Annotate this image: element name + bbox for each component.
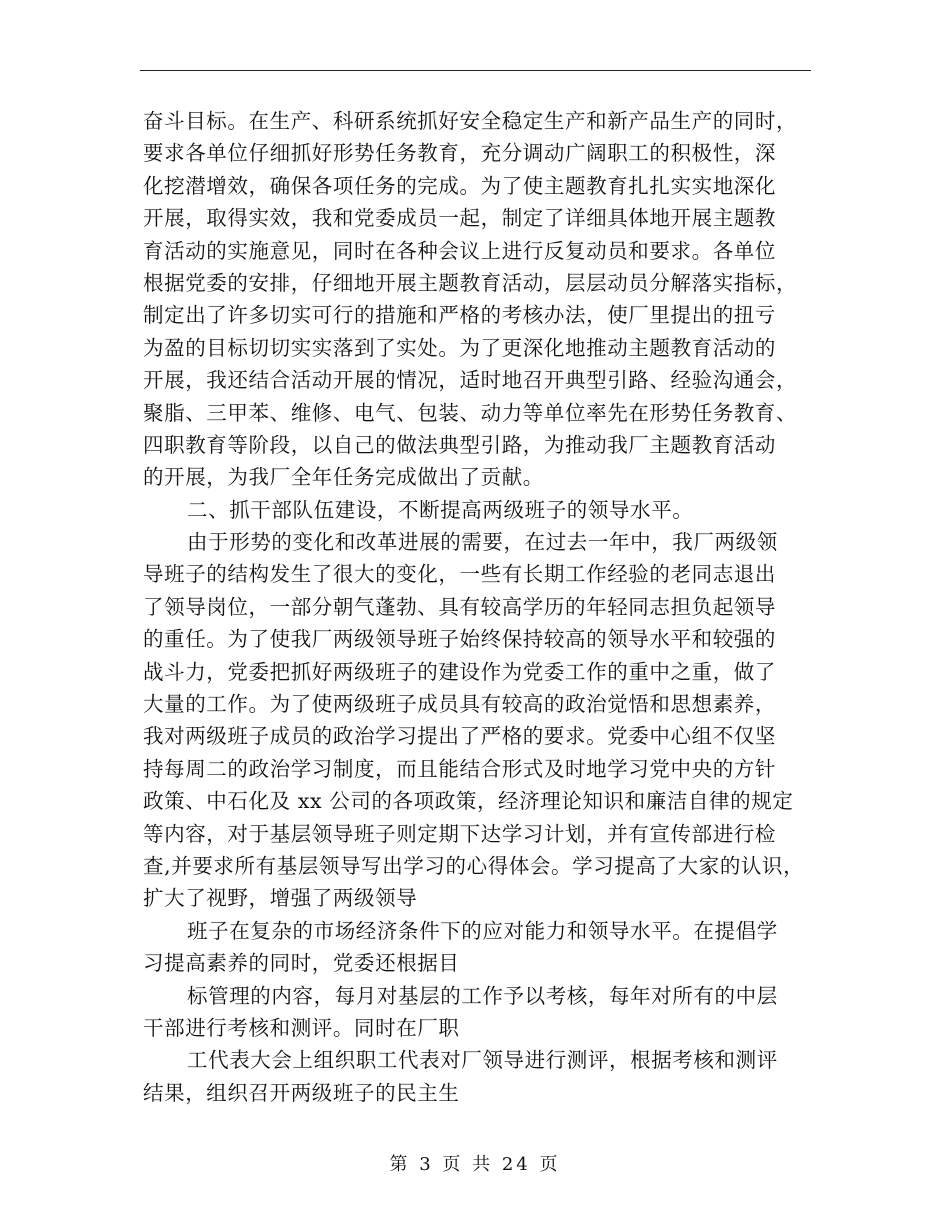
text-line: 结果，组织召开两级班子的民主生	[143, 1080, 460, 1105]
text-line: 由于形势的变化和改革进展的需要，在过去一年中，我厂两级领	[187, 530, 778, 555]
text-line: 化挖潜增效，确保各项任务的完成。为了使主题教育扎扎实实地深化	[143, 173, 776, 198]
page-footer: 第 3 页 共 24 页	[389, 1154, 561, 1175]
text-line: 制定出了许多切实可行的措施和严格的考核办法，使厂里提出的扭亏	[143, 303, 776, 328]
text-line: 干部进行考核和测评。同时在厂职	[143, 1015, 460, 1040]
text-line: 工代表大会上组织职工代表对厂领导进行测评，根据考核和测评	[187, 1048, 778, 1073]
text-line: 四职教育等阶段，以自己的做法典型引路，为推动我厂主题教育活动	[143, 432, 776, 457]
text-line: 奋斗目标。在生产、科研系统抓好安全稳定生产和新产品生产的同时，	[143, 109, 798, 133]
text-line: 持每周二的政治学习制度，而且能结合形式及时地学习党中央的方针	[143, 756, 776, 781]
text-line: 战斗力，党委把抓好两级班子的建设作为党委工作的重中之重，做了	[143, 659, 776, 684]
text-line: 习提高素养的同时，党委还根据目	[143, 951, 460, 976]
text-line: 为盈的目标切切实实落到了实处。为了更深化地推动主题教育活动的	[143, 335, 776, 360]
text-line: 育活动的实施意见，同时在各种会议上进行反复动员和要求。各单位	[143, 238, 776, 263]
text-line: 扩大了视野，增强了两级领导	[143, 886, 418, 911]
text-line: 我对两级班子成员的政治学习提出了严格的要求。党委中心组不仅坚	[143, 724, 776, 749]
text-line: 导班子的结构发生了很大的变化，一些有长期工作经验的老同志退出	[143, 562, 776, 587]
text-line: 二、抓干部队伍建设，不断提高两级班子的领导水平。	[187, 497, 694, 522]
document-body	[143, 105, 815, 1109]
header-rule	[140, 70, 811, 71]
text-line: 标管理的内容，每月对基层的工作予以考核，每年对所有的中层	[187, 983, 778, 1008]
text-line: 等内容，对于基层领导班子则定期下达学习计划，并有宣传部进行检	[143, 821, 776, 846]
text-line: 聚脂、三甲苯、维修、电气、包装、动力等单位率先在形势任务教育、	[143, 400, 798, 425]
text-line: 根据党委的安排，仔细地开展主题教育活动，层层动员分解落实指标，	[143, 270, 798, 295]
text-line: 开展，我还结合活动开展的情况，适时地召开典型引路、经验沟通会，	[143, 368, 798, 393]
text-line: 班子在复杂的市场经济条件下的应对能力和领导水平。在提倡学	[187, 918, 778, 943]
text-line: 要求各单位仔细抓好形势任务教育，充分调动广阔职工的积极性，深	[143, 141, 776, 166]
text-line: 的重任。为了使我厂两级领导班子始终保持较高的领导水平和较强的	[143, 627, 776, 652]
text-line: 政策、中石化及 xx 公司的各项政策，经济理论知识和廉洁自律的规定	[143, 789, 794, 814]
text-line: 开展，取得实效，我和党委成员一起，制定了详细具体地开展主题教	[143, 206, 776, 231]
text-line: 的开展，为我厂全年任务完成做出了贡献。	[143, 465, 544, 490]
text-line: 大量的工作。为了使两级班子成员具有较高的政治觉悟和思想素养，	[143, 692, 776, 717]
text-line: 查,并要求所有基层领导写出学习的心得体会。学习提高了大家的认识，	[143, 853, 805, 878]
text-line: 了领导岗位，一部分朝气蓬勃、具有较高学历的年轻同志担负起领导	[143, 594, 776, 619]
